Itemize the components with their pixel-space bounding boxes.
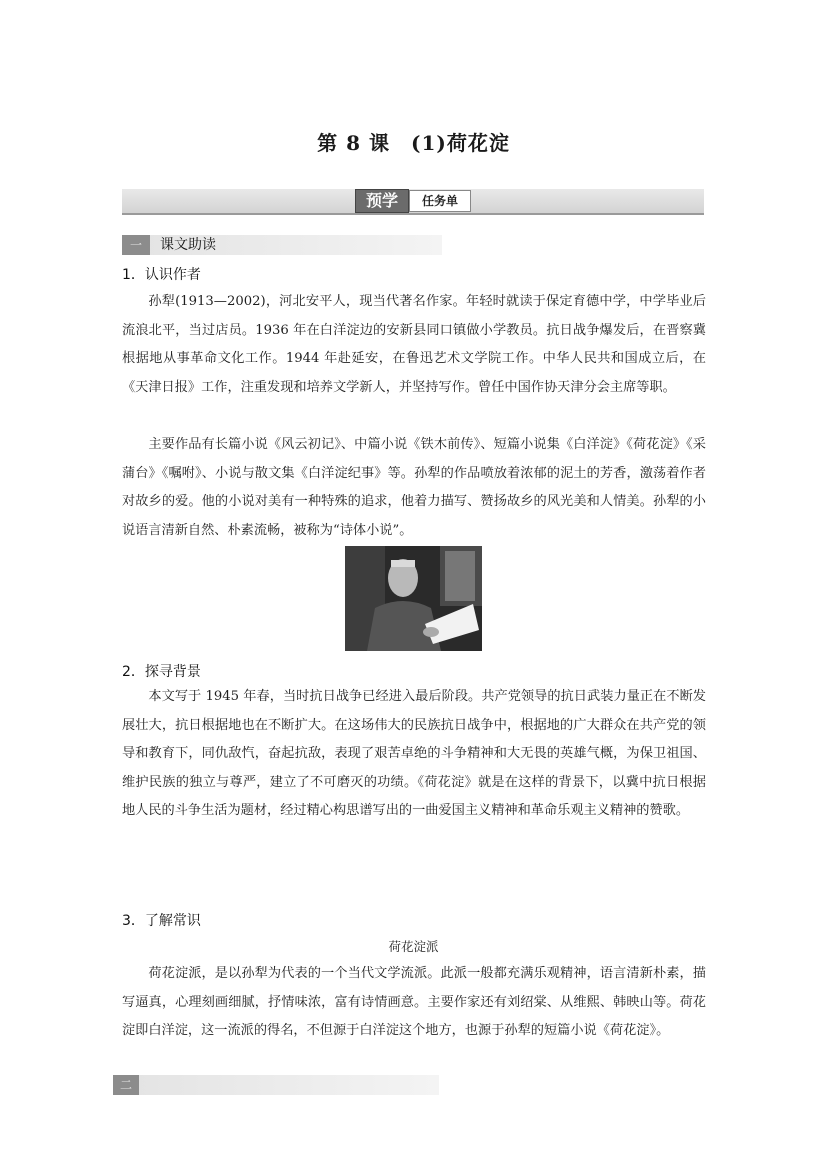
section-label: 课文助读 — [160, 237, 216, 253]
banner-label: 预学 — [355, 189, 409, 213]
author-portrait-icon — [345, 546, 482, 651]
background-paragraph: 本文写于 1945 年春，当时抗日战争已经进入最后阶段。共产党领导的抗日武装力量正在不断发展壮大，抗日根据地也在不断扩大。在这场伟大的民族抗日战争中，根据地的广大群众在共产党的领导和教育下，同仇敌忾，奋起抗敌，表现了艰苦卓绝的斗争精神和大无畏的英雄气概，为保卫祖国、维护民族的独立与尊严，建立了不可磨灭的功绩。《荷花淀》就是在这样的背景下，以冀中抗日根据地人民的斗争生活为题材，经过精心构思谱写出的一曲爱国主义精神和革命乐观主义精神的赞歌。 — [122, 689, 706, 819]
section-number: 一 — [122, 235, 150, 255]
banner-sublabel: 任务单 — [409, 190, 471, 212]
knowledge-subtitle: 荷花淀派 — [388, 939, 439, 954]
heading-background: 2．探寻背景 — [122, 664, 201, 680]
section-header-2 — [113, 1075, 439, 1095]
author-paragraph-2: 主要作品有长篇小说《风云初记》、中篇小说《铁木前传》、短篇小说集《白洋淀》《荷花淀》《采蒲台》《嘱咐》、小说与散文集《白洋淀纪事》等。孙犁的作品喷放着浓郁的泥土的芳香，激荡着作者对故乡的爱。他的小说对美有一种特殊的追求，他着力描写、赞扬故乡的风光美和人情美。孙犁的小说语言清新自然、朴素流畅，被称为“诗体小说”。 — [122, 437, 706, 538]
knowledge-paragraph: 荷花淀派，是以孙犁为代表的一个当代文学流派。此派一般都充满乐观精神，语言清新朴素，描写逼真，心理刻画细腻，抒情味浓，富有诗情画意。主要作家还有刘绍棠、从维熙、韩映山等。荷花淀即白洋淀，这一流派的得名，不但源于白洋淀这个地方，也源于孙犁的短篇小说《荷花淀》。 — [122, 966, 706, 1039]
preview-banner — [122, 189, 704, 215]
section-number: 二 — [113, 1075, 139, 1095]
section-header-1 — [122, 235, 442, 255]
lesson-title: 第 8 课 (1)荷花淀 — [317, 131, 510, 155]
author-photo — [345, 546, 482, 651]
heading-knowledge: 3．了解常识 — [122, 913, 201, 929]
author-paragraph-1: 孙犁(1913—2002)，河北安平人，现当代著名作家。年轻时就读于保定育德中学，中学毕业后流浪北平，当过店员。1936 年在白洋淀边的安新县同口镇做小学教员。抗日战争爆发后，在晋察冀根据地从事革命文化工作。1944 年赴延安，在鲁迅艺术文学院工作。中华人民共和国成立后，在《天津日报》工作，注重发现和培养文学新人，并坚持写作。曾任中国作协天津分会主席等职。 — [122, 294, 706, 395]
heading-know-author: 1．认识作者 — [122, 267, 201, 283]
